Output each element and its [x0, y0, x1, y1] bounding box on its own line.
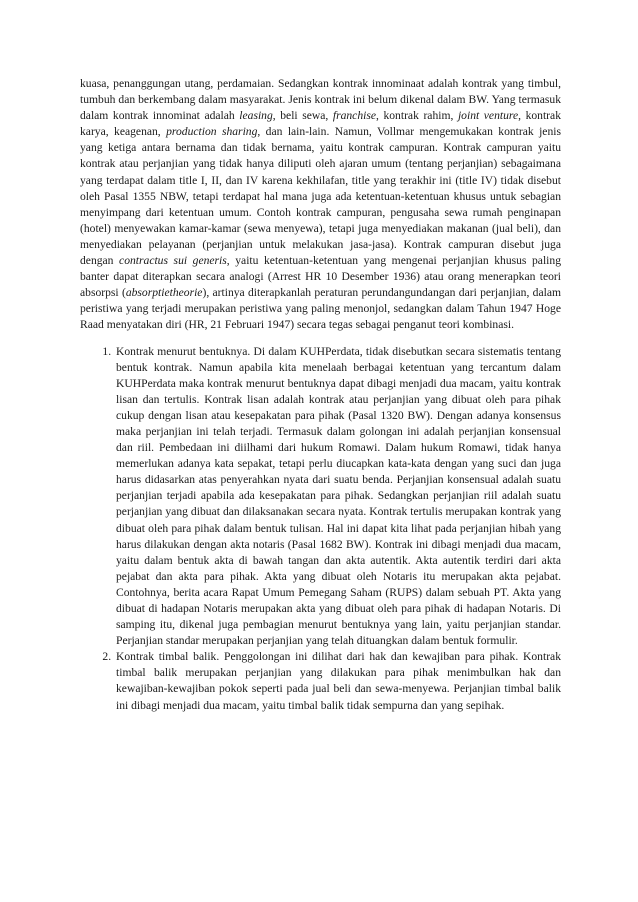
document-body	[80, 76, 561, 714]
text-run: , beli sewa,	[272, 109, 333, 123]
numbered-list	[80, 344, 561, 714]
text-run: , dan lain-lain. Namun, Vollmar mengemukakan kontrak jenis yang ketiga antara bernama dan tidak bernama, yaitu kontrak campuran. Kontrak campuran yaitu kontrak atau perjanjian yang tidak hanya diliputi oleh ajaran umum (tentang perjanjian) sebagaimana yang terdapat dalam title I, II, dan IV karena kekhilafan, title yang terakhir ini (title IV) tidak disebut oleh Pasal 1355 NBW, tetapi terdapat hal mana juga ada ketentuan-ketentuan khusus untuk sebagian menyimpang dari ketentuan umum. Contoh kontrak campuran, pengusaha sewa rumah penginapan (hotel) menyewakan kamar-kamar (sewa menyewa), tetapi juga menyediakan makanan (jual beli), dan menyediakan pelayanan (perjanjian untuk melakukan jasa-jasa). Kontrak campuran disebut juga dengan	[80, 125, 561, 268]
italic-term: absorptietheorie	[125, 286, 203, 300]
italic-term: production sharing	[166, 125, 258, 139]
italic-term: leasing	[239, 109, 273, 123]
list-item: 2. Kontrak timbal balik. Penggolongan ini dilihat dari hak dan kewajiban para pihak. Kontrak timbal balik merupakan perjanjian yang dilakukan para pihak menimbulkan hak dan kewajiban-kewajiban pokok seperti pada jual beli dan sewa-menyewa. Perjanjian timbal balik ini dibagi menjadi dua macam, yaitu timbal balik tidak sempurna dan yang sepihak.	[114, 649, 561, 713]
text-run: , kontrak rahim,	[376, 109, 458, 123]
italic-term: franchise	[332, 109, 376, 123]
italic-term: joint venture	[457, 109, 519, 123]
text-run: , kontrak karya, keagenan,	[80, 109, 561, 139]
text-run: kuasa, penanggungan utang, perdamaian. Sedangkan kontrak innominaat adalah kontrak yang timbul, tumbuh dan berkembang dalam masyarakat. Jenis kontrak ini belum dikenal dalam BW. Yang termasuk dalam kontrak innominat adalah	[80, 77, 561, 123]
italic-term: contractus sui generis	[119, 254, 227, 268]
text-run: ), artinya diterapkanlah peraturan perundangundangan dari perjanjian, dalam peristiwa yang terjadi merupakan peristiwa yang paling menonjol, sedangkan dalam Tahun 1947 Hoge Raad menyatakan diri (HR, 21 Februari 1947) secara tegas sebagai penganut teori kombinasi.	[80, 286, 561, 332]
intro-paragraph	[80, 76, 561, 334]
text-run: , yaitu ketentuan-ketentuan yang mengenai perjanjian khusus paling banter dapat diterapkan secara analogi (Arrest HR 10 Desember 1936) atau orang menerapkan teori absorpsi (	[80, 254, 561, 300]
list-item: 1. Kontrak menurut bentuknya. Di dalam KUHPerdata, tidak disebutkan secara sistematis tentang bentuk kontrak. Namun apabila kita menelaah berbagai ketentuan yang tercantum dalam KUHPerdata maka kontrak menurut bentuknya dapat dibagi menjadi dua macam, yaitu kontrak lisan dan tertulis. Kontrak lisan adalah kontrak atau perjanjian yang dibuat oleh para pihak cukup dengan lisan atau kesepakatan para pihak (Pasal 1320 BW). Dengan adanya konsensus maka perjanjian ini telah terjadi. Termasuk dalam golongan ini adalah perjanjian konsensual dan riil. Pembedaan ini diilhami dari hukum Romawi. Dalam hukum Romawi, tidak hanya memerlukan adanya kata sepakat, tetapi perlu diucapkan kata-kata dengan yang suci dan juga harus didasarkan atas penyerahkan nyata dari suatu benda. Perjanjian konsensual adalah suatu perjanjian terjadi apabila ada kesepakatan para pihak. Sedangkan perjanjian riil adalah suatu perjanjian yang dibuat dan dilaksanakan secara nyata. Kontrak tertulis merupakan kontrak yang dibuat oleh para pihak dalam bentuk tulisan. Hal ini dapat kita lihat pada perjanjian hibah yang harus dilakukan dengan akta notaris (Pasal 1682 BW). Kontrak ini dibagi menjadi dua macam, yaitu dalam bentuk akta di bawah tangan dan akta autentik. Akta autentik terdiri dari akta pejabat dan akta para pihak. Akta yang dibuat oleh Notaris itu merupakan akta pejabat. Contohnya, berita acara Rapat Umum Pemegang Saham (RUPS) dalam sebuah PT. Akta yang dibuat di hadapan Notaris merupakan akta yang dibuat oleh para pihak di hadapan Notaris. Di samping itu, dikenal juga pembagian menurut bentuknya yang lain, yaitu perjanjian standar. Perjanjian standar merupakan perjanjian yang telah dituangkan dalam bentuk formulir.	[114, 344, 561, 650]
